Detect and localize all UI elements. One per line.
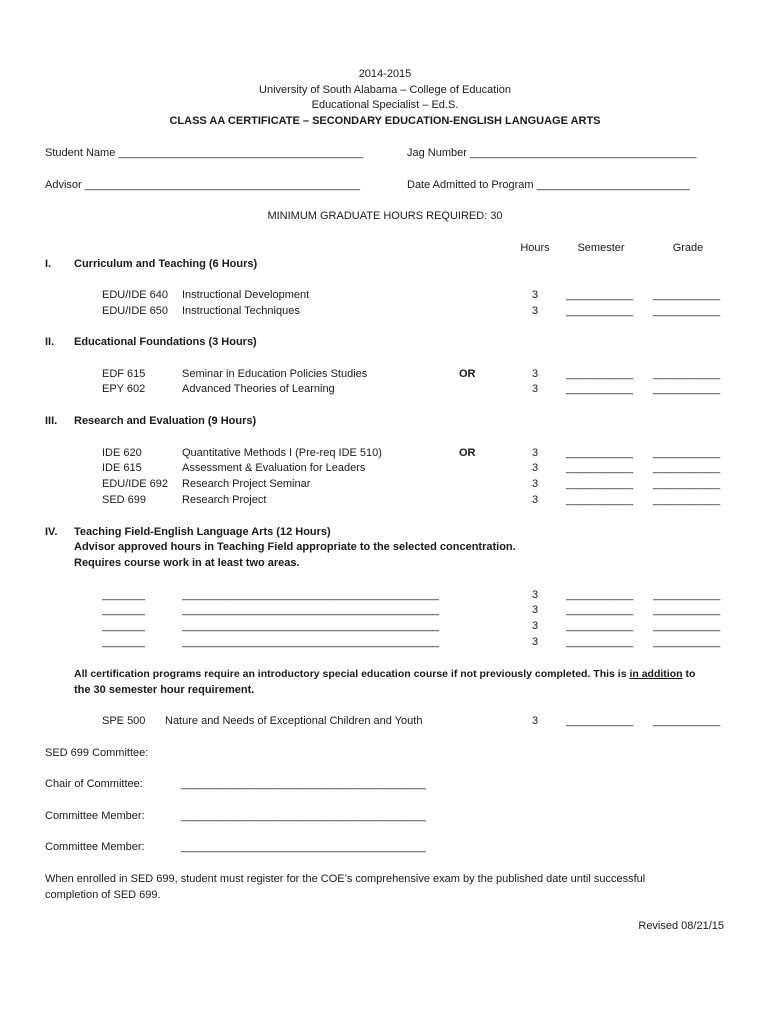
semester-blank[interactable]: ___________ [566,447,634,459]
chair-signature-line[interactable]: ________________________________________ [181,778,426,790]
in-addition-emphasis: in addition [629,668,683,680]
course-hours: 3 [532,289,539,301]
course-name: Instructional Techniques [182,305,300,317]
section-title: Curriculum and Teaching (6 Hours) [74,258,258,270]
grade-blank[interactable]: ___________ [653,383,721,395]
course-name: Quantitative Methods I (Pre-req IDE 510) [182,447,382,459]
semester-blank[interactable]: ___________ [566,368,634,380]
special-ed-note-line2: the 30 semester hour requirement. [74,684,255,696]
semester-blank[interactable]: ___________ [566,462,634,474]
course-code: EPY 602 [102,383,146,395]
revised-date: Revised 08/21/15 [638,920,724,932]
course-hours: 3 [532,494,539,506]
course-hours: 3 [532,715,539,727]
course-name: Research Project [182,494,267,506]
grade-column-header: Grade [672,242,704,254]
special-ed-note-text-end: to [682,668,696,680]
semester-blank[interactable]: ___________ [566,589,634,601]
section-title: Educational Foundations (3 Hours) [74,336,257,348]
course-name: Advanced Theories of Learning [182,383,335,395]
section-numeral: III. [45,415,58,427]
course-name-blank[interactable]: __________________________________________ [182,636,439,648]
grade-blank[interactable]: ___________ [653,368,721,380]
member1-label: Committee Member: [45,810,145,822]
course-name: Nature and Needs of Exceptional Children and Youth [165,715,423,727]
semester-column-header: Semester [577,242,625,254]
footer-note: When enrolled in SED 699, student must register for the COE’s comprehensive exam by the published date until successful [45,873,646,885]
special-ed-note-text: All certification programs require an introductory special education course if not previously completed. This is [74,668,630,680]
grade-blank[interactable]: ___________ [653,478,721,490]
course-code: EDF 615 [102,368,146,380]
grade-blank[interactable]: ___________ [653,604,721,616]
jag-number-field[interactable]: Jag Number _____________________________________ [407,147,697,159]
grade-blank[interactable]: ___________ [653,447,721,459]
section-title: Research and Evaluation (9 Hours) [74,415,257,427]
course-name: Assessment & Evaluation for Leaders [182,462,366,474]
course-code-blank[interactable]: _______ [102,620,145,632]
hours-column-header: Hours [520,242,550,254]
course-hours: 3 [532,636,539,648]
grade-blank[interactable]: ___________ [653,305,721,317]
or-label: OR [459,368,476,380]
course-code: EDU/IDE 692 [102,478,169,490]
course-hours: 3 [532,368,539,380]
course-code: SED 699 [102,494,147,506]
section-numeral: I. [45,258,52,270]
semester-blank[interactable]: ___________ [566,636,634,648]
student-name-field[interactable]: Student Name ________________________________________ [45,147,364,159]
course-hours: 3 [532,589,539,601]
course-code: EDU/IDE 650 [102,305,169,317]
course-hours: 3 [532,620,539,632]
semester-blank[interactable]: ___________ [566,289,634,301]
or-label: OR [459,447,476,459]
course-name: Instructional Development [182,289,310,301]
grade-blank[interactable]: ___________ [653,715,721,727]
header-university: University of South Alabama – College of Education [259,84,511,96]
grade-blank[interactable]: ___________ [653,589,721,601]
course-code: IDE 620 [102,447,142,459]
section-title: Teaching Field-English Language Arts (12 Hours) [74,526,331,538]
course-hours: 3 [532,462,539,474]
course-code: SPE 500 [102,715,146,727]
course-name: Seminar in Education Policies Studies [182,368,368,380]
course-hours: 3 [532,383,539,395]
course-name-blank[interactable]: __________________________________________ [182,589,439,601]
section-numeral: IV. [45,526,58,538]
minimum-hours: MINIMUM GRADUATE HOURS REQUIRED: 30 [267,210,503,222]
course-code: IDE 615 [102,462,142,474]
semester-blank[interactable]: ___________ [566,620,634,632]
semester-blank[interactable]: ___________ [566,478,634,490]
header-year: 2014-2015 [358,68,412,80]
course-code-blank[interactable]: _______ [102,604,145,616]
section-note: Advisor approved hours in Teaching Field appropriate to the selected concentration. [74,541,516,553]
committee-heading: SED 699 Committee: [45,747,149,759]
semester-blank[interactable]: ___________ [566,604,634,616]
course-name-blank[interactable]: __________________________________________ [182,604,439,616]
page-title: CLASS AA CERTIFICATE – SECONDARY EDUCATION-ENGLISH LANGUAGE ARTS [169,115,601,127]
course-name: Research Project Seminar [182,478,311,490]
member2-signature-line[interactable]: ________________________________________ [181,841,426,853]
course-code: EDU/IDE 640 [102,289,169,301]
course-hours: 3 [532,305,539,317]
grade-blank[interactable]: ___________ [653,462,721,474]
grade-blank[interactable]: ___________ [653,636,721,648]
grade-blank[interactable]: ___________ [653,289,721,301]
course-hours: 3 [532,478,539,490]
semester-blank[interactable]: ___________ [566,383,634,395]
member2-label: Committee Member: [45,841,145,853]
date-admitted-field[interactable]: Date Admitted to Program _________________________ [407,179,690,191]
semester-blank[interactable]: ___________ [566,494,634,506]
footer-note-line2: completion of SED 699. [45,889,161,901]
course-hours: 3 [532,447,539,459]
course-name-blank[interactable]: __________________________________________ [182,620,439,632]
grade-blank[interactable]: ___________ [653,494,721,506]
course-code-blank[interactable]: _______ [102,589,145,601]
header-degree: Educational Specialist – Ed.S. [311,99,459,111]
section-note: Requires course work in at least two areas. [74,557,300,569]
member1-signature-line[interactable]: ________________________________________ [181,810,426,822]
chair-label: Chair of Committee: [45,778,143,790]
course-code-blank[interactable]: _______ [102,636,145,648]
section-numeral: II. [45,336,55,348]
course-hours: 3 [532,604,539,616]
semester-blank[interactable]: ___________ [566,305,634,317]
advisor-field[interactable]: Advisor _____________________________________________ [45,179,361,191]
special-ed-note [74,667,695,681]
semester-blank[interactable]: ___________ [566,715,634,727]
grade-blank[interactable]: ___________ [653,620,721,632]
